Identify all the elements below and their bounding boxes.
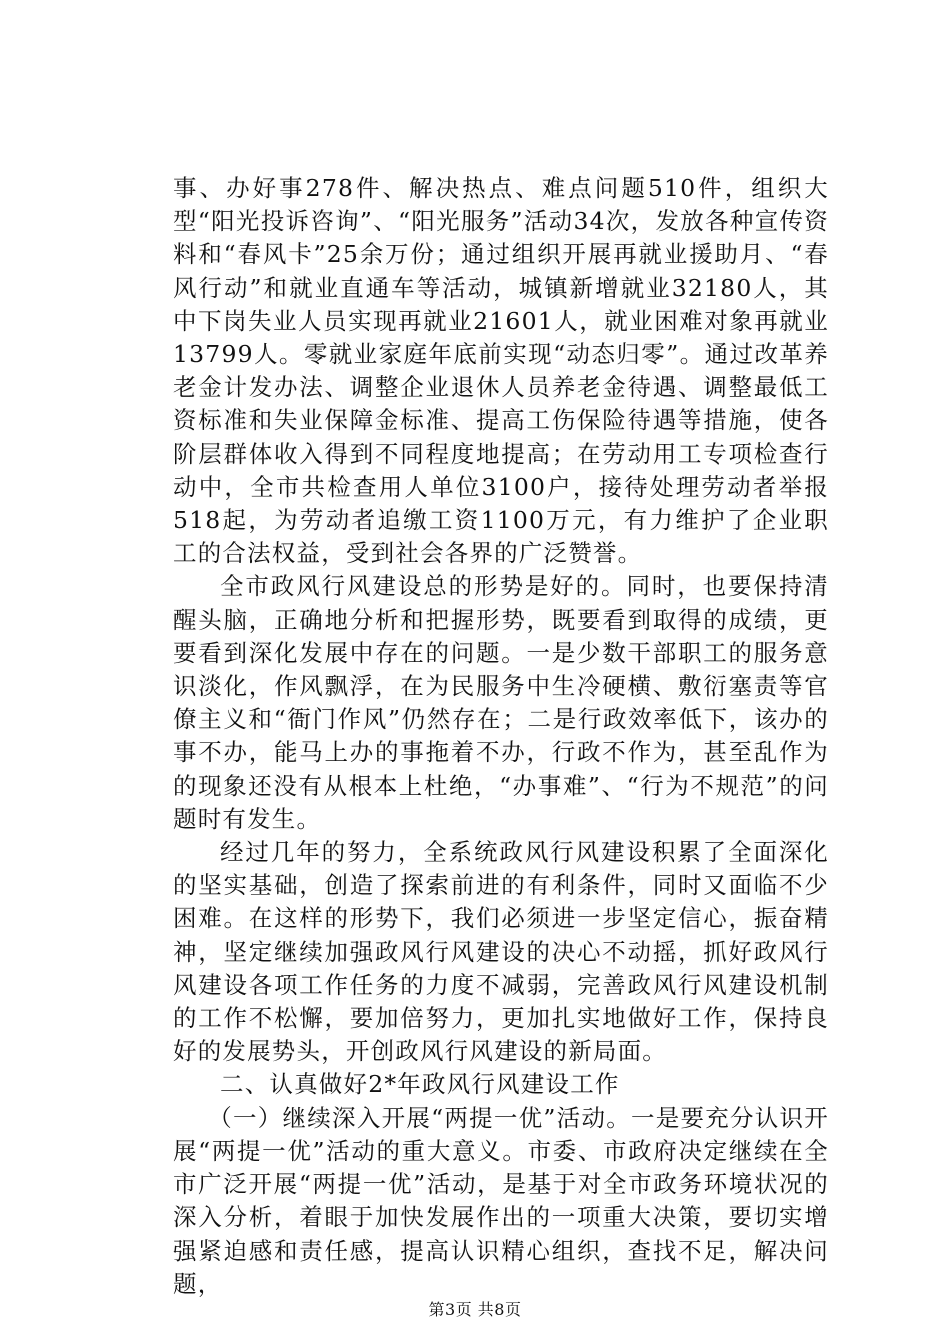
section-heading: 二、认真做好2*年政风行风建设工作	[220, 1070, 620, 1099]
paragraph-efforts: 经过几年的努力，全系统政风行风建设积累了全面深化的坚实基础，创造了探索前进的有利条件，同时又面临不少困难。在这样的形势下，我们必须进一步坚定信心，振奋精神，坚定继续加强政风行风建设的决心不动摇，抓好政风行风建设各项工作任务的力度不减弱，完善政风行风建设机制的工作不松懈，要加倍努力，更加扎实地做好工作，保持良好的发展势头，开创政风行风建设的新局面。	[173, 838, 829, 1066]
page-footer: 第3页 共8页	[428, 1300, 522, 1319]
paragraph-situation: 全市政风行风建设总的形势是好的。同时，也要保持清醒头脑，正确地分析和把握形势，既要看到取得的成绩，更要看到深化发展中存在的问题。一是少数干部职工的服务意识淡化，作风飘浮，在为民服务中生冷硬横、敷衍塞责等官僚主义和“衙门作风”仍然存在；二是行政效率低下，该办的事不办，能马上办的事拖着不办，行政不作为，甚至乱作为的现象还没有从根本上杜绝，“办事难”、“行为不规范”的问题时有发生。	[173, 572, 829, 833]
paragraph-achievements: 事、办好事278件、解决热点、难点问题510件，组织大型“阳光投诉咨询”、“阳光服务”活动34次，发放各种宣传资料和“春风卡”25余万份；通过组织开展再就业援助月、“春风行动”和就业直通车等活动，城镇新增就业32180人，其中下岗失业人员实现再就业21601人，就业困难对象再就业13799人。零就业家庭年底前实现“动态归零”。通过改革养老金计发办法、调整企业退休人员养老金待遇、调整最低工资标准和失业保障金标准、提高工伤保险待遇等措施，使各阶层群体收入得到不同程度地提高；在劳动用工专项检查行动中，全市共检查用人单位3100户，接待处理劳动者举报518起，为劳动者追缴工资1100万元，有力维护了企业职工的合法权益，受到社会各界的广泛赞誉。	[173, 174, 829, 568]
paragraph-activity: （一）继续深入开展“两提一优”活动。一是要充分认识开展“两提一优”活动的重大意义。市委、市政府决定继续在全市广泛开展“两提一优”活动，是基于对全市政务环境状况的深入分析，着眼于加快发展作出的一项重大决策，要切实增强紧迫感和责任感，提高认识精心组织，查找不足，解决问题，	[173, 1103, 829, 1298]
document-body	[173, 172, 829, 1301]
